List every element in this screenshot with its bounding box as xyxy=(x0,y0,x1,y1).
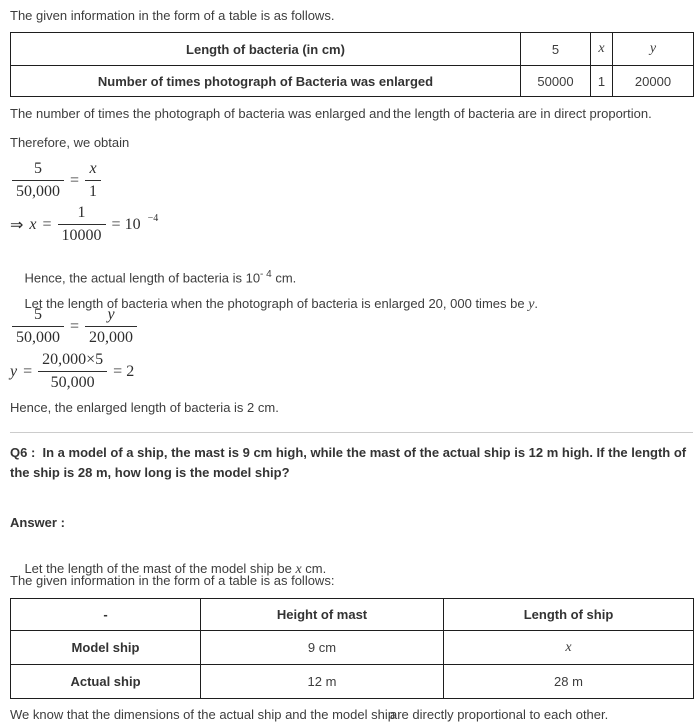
equals-sign: = xyxy=(23,362,33,380)
actual-ship-length-value: 28 m xyxy=(444,665,694,699)
hence-text-post: cm. xyxy=(271,270,297,286)
hence-text-2: Hence, the enlarged length of bacteria is 2 cm. xyxy=(10,400,279,415)
equals-sign: = xyxy=(70,317,80,335)
bacteria-table xyxy=(10,32,694,97)
fraction: $\frac{20,000\times 5}{50,000}$ xyxy=(38,351,107,392)
variable-y: y xyxy=(10,362,18,380)
equation-1 xyxy=(12,160,101,201)
equation-4 xyxy=(10,351,134,392)
answer-label: Answer : xyxy=(10,515,65,530)
model-ship-mast-value: 9 cm xyxy=(201,631,444,665)
ship-header-mast: Height of mast xyxy=(201,599,444,631)
therefore-text: Therefore, we obtain xyxy=(10,135,130,150)
result-base: = 10 xyxy=(111,215,141,233)
actual-ship-label: Actual ship xyxy=(11,665,201,699)
enlarged-times-value-2: 1 xyxy=(591,66,613,97)
section-divider xyxy=(10,432,693,433)
model-ship-length-value: x xyxy=(444,631,694,665)
bacteria-length-label: Length of bacteria (in cm) xyxy=(11,33,521,66)
intro-text-1: The given information in the form of a table is as follows. xyxy=(10,8,335,23)
fraction: $\frac{1}{10000}$ xyxy=(58,204,106,245)
exponent: - 4 xyxy=(260,269,272,280)
table-row xyxy=(11,33,694,66)
variable-x: x xyxy=(295,562,302,577)
model-ship-label: Model ship xyxy=(11,631,201,665)
ship-table xyxy=(10,598,694,699)
intro-text-2: The given information in the form of a table is as follows: xyxy=(10,573,335,588)
overlap-fragment-b: the length of bacteria are in direct proportion. xyxy=(393,106,652,121)
variable-y: y xyxy=(528,297,535,312)
fraction: $\frac{5}{50,000}$ xyxy=(12,160,64,201)
equals-sign: = xyxy=(42,215,52,233)
table-row xyxy=(11,665,694,699)
bacteria-length-value-x: x xyxy=(591,33,613,66)
bacteria-length-value-1: 5 xyxy=(521,33,591,66)
overlap-fragment-a: The number of times the photograph of bacteria was enlarged and xyxy=(10,106,391,121)
fraction: $\frac{x}{1}$ xyxy=(85,160,101,201)
table-header-row xyxy=(11,599,694,631)
fraction: $\frac{5}{50,000}$ xyxy=(12,306,64,347)
enlarged-times-value-3: 20000 xyxy=(613,66,694,97)
enlarged-times-value-1: 50000 xyxy=(521,66,591,97)
actual-ship-mast-value: 12 m xyxy=(201,665,444,699)
exponent: −4 xyxy=(147,213,159,224)
bacteria-length-value-y: y xyxy=(613,33,694,66)
overlap-fragment-b: are directly proportional to each other. xyxy=(390,707,609,722)
hence-text-pre: Hence, the actual length of bacteria is 10 xyxy=(24,270,261,286)
let-x-post: cm. xyxy=(301,561,327,576)
let-x-pre: Let the length of the mast of the model ship be xyxy=(24,561,296,576)
equation-2 xyxy=(10,204,158,245)
ship-header-blank: - xyxy=(11,599,201,631)
overlapping-text-line-ship xyxy=(0,707,695,723)
equation-3 xyxy=(12,306,137,347)
result-value: = 2 xyxy=(113,362,135,380)
equals-sign: = xyxy=(70,171,80,189)
table-row xyxy=(11,631,694,665)
overlapping-text-line-proportion xyxy=(0,106,695,124)
fraction: $\frac{y}{20,000}$ xyxy=(85,306,137,347)
let-y-post: . xyxy=(534,296,539,311)
implies-arrow: ⇒ xyxy=(10,216,24,234)
let-y-pre: Let the length of bacteria when the photograph of bacteria is enlarged 20, 000 times be xyxy=(24,296,529,311)
enlarged-times-label: Number of times photograph of Bacteria was enlarged xyxy=(11,66,521,97)
overlap-fragment-a: We know that the dimensions of the actual ship and the model ship xyxy=(10,707,395,722)
table-row xyxy=(11,66,694,97)
ship-header-length: Length of ship xyxy=(444,599,694,631)
variable-x: x xyxy=(29,215,37,233)
question-6-text: Q6 : In a model of a ship, the mast is 9 cm high, while the mast of the actual ship is 12 m high. If the length of the ship is 28 m, how long is the model ship? xyxy=(10,445,690,480)
